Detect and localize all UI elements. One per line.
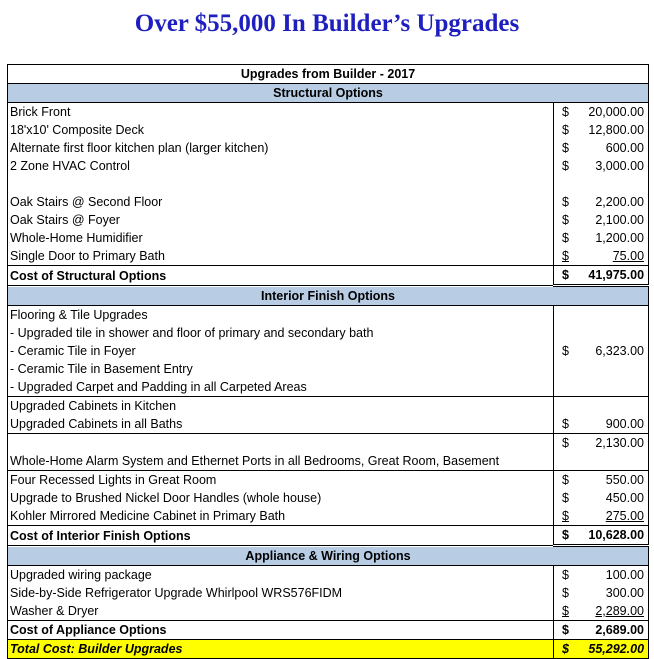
- table-row: [8, 602, 649, 621]
- subtotal-label: Cost of Structural Options: [8, 266, 554, 286]
- currency-symbol: $: [562, 586, 569, 600]
- amount-value: 55,292.00: [588, 642, 645, 656]
- currency-symbol: $: [562, 568, 569, 582]
- subtotal-amount: [554, 621, 649, 640]
- item-label: - Upgraded tile in shower and floor of primary and secondary bath: [8, 324, 554, 342]
- amount-value: 3,000.00: [595, 159, 645, 173]
- item-amount: [554, 229, 649, 247]
- item-label: Single Door to Primary Bath: [8, 247, 554, 266]
- section-header-interior: Interior Finish Options: [8, 286, 649, 306]
- table-row: [8, 324, 649, 342]
- amount-value: 2,200.00: [595, 195, 645, 209]
- item-amount: [554, 507, 649, 526]
- grand-total-row: [8, 640, 649, 659]
- section-header-row: [8, 286, 649, 306]
- table-row: [8, 378, 649, 397]
- amount-value: 2,689.00: [595, 623, 645, 637]
- table-row: [8, 229, 649, 247]
- currency-symbol: $: [562, 436, 569, 450]
- currency-symbol: $: [562, 123, 569, 137]
- amount-value: 550.00: [605, 473, 645, 487]
- item-amount: [554, 157, 649, 175]
- currency-symbol: $: [562, 604, 569, 618]
- table-row: [8, 489, 649, 507]
- item-label: Alternate first floor kitchen plan (larger kitchen): [8, 139, 554, 157]
- currency-symbol: $: [562, 159, 569, 173]
- table-row: [8, 211, 649, 229]
- item-label: Kohler Mirrored Medicine Cabinet in Primary Bath: [8, 507, 554, 526]
- currency-symbol: $: [562, 249, 569, 263]
- amount-value: 2,130.00: [595, 436, 645, 450]
- item-amount: [554, 489, 649, 507]
- table-title-row: [8, 65, 649, 84]
- amount-value: 41,975.00: [588, 268, 645, 282]
- item-amount: [554, 342, 649, 360]
- item-label: Side-by-Side Refrigerator Upgrade Whirlpool WRS576FIDM: [8, 584, 554, 602]
- item-label: Upgrade to Brushed Nickel Door Handles (whole house): [8, 489, 554, 507]
- item-label: Brick Front: [8, 103, 554, 122]
- table-row: [8, 121, 649, 139]
- amount-value: 450.00: [605, 491, 645, 505]
- item-amount: [554, 121, 649, 139]
- table-row: [8, 471, 649, 490]
- table-title: Upgrades from Builder - 2017: [8, 65, 649, 84]
- table-row: [8, 139, 649, 157]
- amount-value: 12,800.00: [588, 123, 645, 137]
- item-label: Washer & Dryer: [8, 602, 554, 621]
- empty-cell: [554, 306, 649, 325]
- item-amount: [554, 602, 649, 621]
- item-label: - Ceramic Tile in Foyer: [8, 342, 554, 360]
- amount-value: 6,323.00: [595, 344, 645, 358]
- item-label: Whole-Home Alarm System and Ethernet Ports in all Bedrooms, Great Room, Basement: [8, 452, 554, 471]
- empty-cell: [554, 378, 649, 397]
- table-row: [8, 452, 649, 471]
- item-amount: [554, 584, 649, 602]
- table-row: [8, 415, 649, 434]
- section-header-appliance: Appliance & Wiring Options: [8, 546, 649, 566]
- amount-value: 275.00: [605, 509, 645, 523]
- item-label: Upgraded Cabinets in all Baths: [8, 415, 554, 434]
- table-row: [8, 342, 649, 360]
- amount-value: 2,100.00: [595, 213, 645, 227]
- currency-symbol: $: [562, 141, 569, 155]
- subtotal-row: [8, 526, 649, 546]
- currency-symbol: $: [562, 268, 569, 282]
- item-amount: [554, 139, 649, 157]
- item-label: Flooring & Tile Upgrades: [8, 306, 554, 325]
- currency-symbol: $: [562, 473, 569, 487]
- table-row: [8, 397, 649, 416]
- item-label: Oak Stairs @ Foyer: [8, 211, 554, 229]
- currency-symbol: $: [562, 528, 569, 542]
- item-amount: [554, 247, 649, 266]
- subtotal-row: [8, 621, 649, 640]
- table-row: [8, 157, 649, 175]
- subtotal-label: Cost of Interior Finish Options: [8, 526, 554, 546]
- section-header-row: [8, 546, 649, 566]
- item-amount: [554, 566, 649, 585]
- item-amount: [554, 471, 649, 490]
- subtotal-label: Cost of Appliance Options: [8, 621, 554, 640]
- amount-value: 20,000.00: [588, 105, 645, 119]
- table-row: [8, 507, 649, 526]
- subtotal-amount: [554, 526, 649, 546]
- item-label: - Ceramic Tile in Basement Entry: [8, 360, 554, 378]
- table-row: [8, 103, 649, 122]
- subtotal-amount: [554, 266, 649, 286]
- item-label: Whole-Home Humidifier: [8, 229, 554, 247]
- item-label: 18'x10' Composite Deck: [8, 121, 554, 139]
- item-label: Upgraded Cabinets in Kitchen: [8, 397, 554, 416]
- amount-value: 100.00: [605, 568, 645, 582]
- empty-cell: [8, 434, 554, 453]
- amount-value: 1,200.00: [595, 231, 645, 245]
- item-label: - Upgraded Carpet and Padding in all Carpeted Areas: [8, 378, 554, 397]
- page-title: Over $55,000 In Builder’s Upgrades: [134, 10, 520, 37]
- item-label: Upgraded wiring package: [8, 566, 554, 585]
- item-label: Four Recessed Lights in Great Room: [8, 471, 554, 490]
- item-amount: [554, 103, 649, 122]
- empty-cell: [554, 360, 649, 378]
- currency-symbol: $: [562, 491, 569, 505]
- amount-value: 2,289.00: [595, 604, 645, 618]
- item-label: Oak Stairs @ Second Floor: [8, 193, 554, 211]
- item-label: 2 Zone HVAC Control: [8, 157, 554, 175]
- item-amount: [554, 434, 649, 453]
- currency-symbol: $: [562, 642, 569, 656]
- upgrades-table: [7, 64, 649, 659]
- currency-symbol: $: [562, 213, 569, 227]
- amount-value: 300.00: [605, 586, 645, 600]
- item-amount: [554, 415, 649, 434]
- empty-cell: [554, 175, 649, 193]
- empty-cell: [8, 175, 554, 193]
- currency-symbol: $: [562, 105, 569, 119]
- currency-symbol: $: [562, 195, 569, 209]
- table-row: [8, 306, 649, 325]
- currency-symbol: $: [562, 344, 569, 358]
- grand-total-label: Total Cost: Builder Upgrades: [8, 640, 554, 659]
- subtotal-row: [8, 266, 649, 286]
- section-header-structural: Structural Options: [8, 84, 649, 103]
- currency-symbol: $: [562, 231, 569, 245]
- item-amount: [554, 211, 649, 229]
- table-row: [8, 434, 649, 453]
- table-row: [8, 247, 649, 266]
- grand-total-amount: [554, 640, 649, 659]
- empty-cell: [554, 397, 649, 416]
- amount-value: 600.00: [605, 141, 645, 155]
- table-row: [8, 566, 649, 585]
- section-header-row: [8, 84, 649, 103]
- table-row: [8, 193, 649, 211]
- item-amount: [554, 193, 649, 211]
- table-row: [8, 360, 649, 378]
- empty-cell: [554, 324, 649, 342]
- spacer-row: [8, 175, 649, 193]
- amount-value: 75.00: [612, 249, 645, 263]
- amount-value: 900.00: [605, 417, 645, 431]
- amount-value: 10,628.00: [588, 528, 645, 542]
- currency-symbol: $: [562, 623, 569, 637]
- currency-symbol: $: [562, 417, 569, 431]
- empty-cell: [554, 452, 649, 471]
- table-row: [8, 584, 649, 602]
- currency-symbol: $: [562, 509, 569, 523]
